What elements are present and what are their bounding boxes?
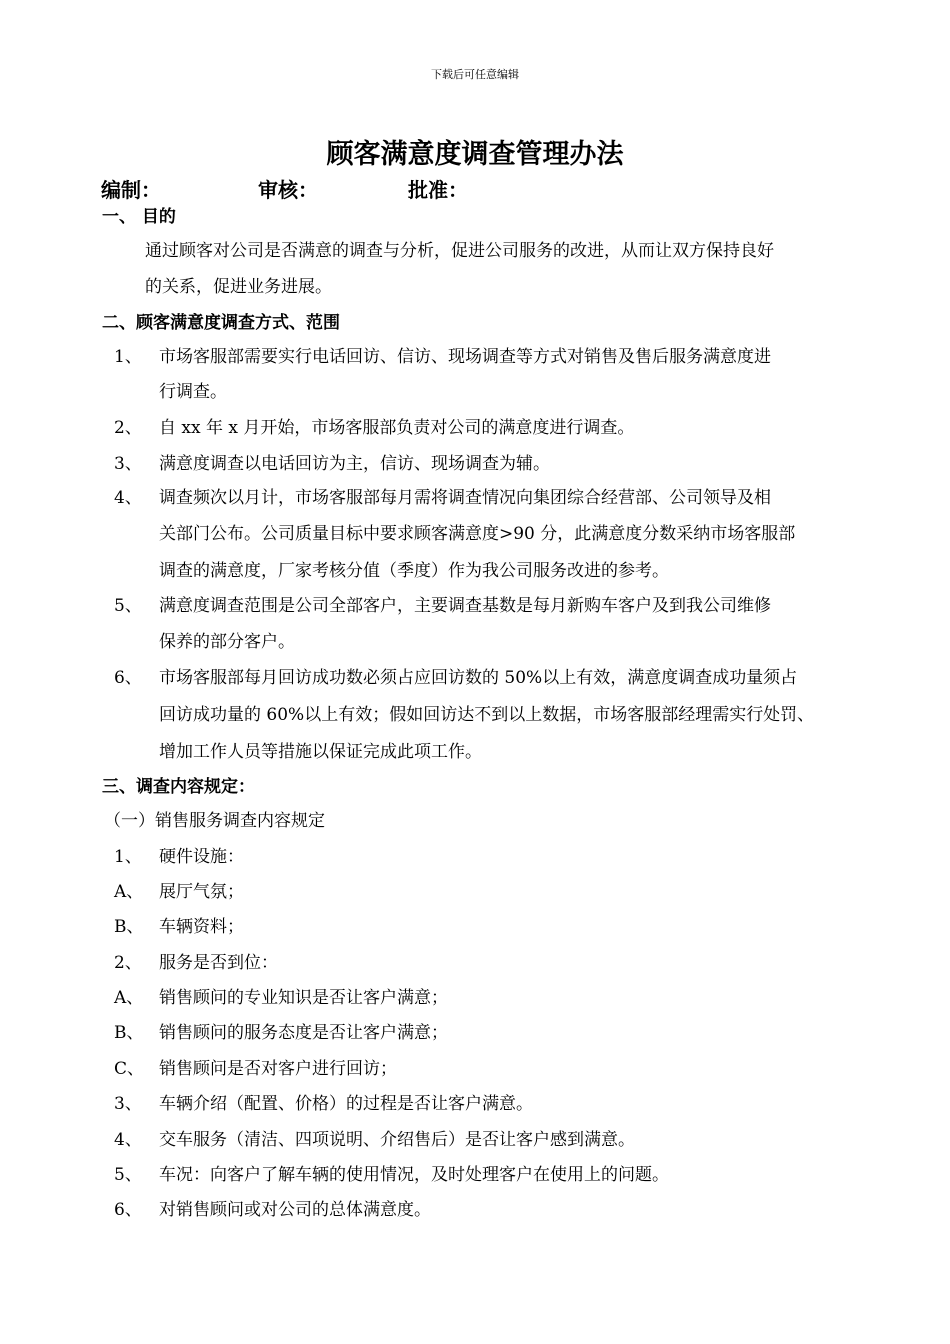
- list-item-text: 销售顾问的服务态度是否让客户满意；: [159, 1023, 448, 1043]
- list-number: 4、: [114, 1130, 142, 1150]
- document-title: 顾客满意度调查管理办法: [326, 139, 624, 170]
- list-item-line: 关部门公布。公司质量目标中要求顾客满意度>90 分，此满意度分数采纳市场客服部: [159, 524, 796, 544]
- list-number: 3、: [114, 1094, 142, 1114]
- paragraph-line: 通过顾客对公司是否满意的调查与分析，促进公司服务的改进，从而让双方保持良好: [145, 241, 774, 261]
- list-item-line: 保养的部分客户。: [159, 632, 295, 652]
- list-item-line: 市场客服部需要实行电话回访、信访、现场调查等方式对销售及售后服务满意度进: [159, 347, 771, 367]
- list-number: 1、: [114, 847, 142, 867]
- list-number: C、: [114, 1059, 145, 1079]
- list-item-text: 车辆介绍（配置、价格）的过程是否让客户满意。: [159, 1094, 533, 1114]
- list-item-text: 销售顾问的专业知识是否让客户满意；: [159, 988, 448, 1008]
- section-heading: 三、调查内容规定：: [102, 777, 255, 797]
- review-label: 审核：: [258, 178, 318, 202]
- list-item-line: 行调查。: [159, 382, 227, 402]
- paragraph-line: 的关系，促进业务进展。: [145, 277, 332, 297]
- list-item-text: 车况：向客户了解车辆的使用情况，及时处理客户在使用上的问题。: [159, 1165, 669, 1185]
- list-item-line: 调查频次以月计，市场客服部每月需将调查情况向集团综合经营部、公司领导及相: [159, 488, 771, 508]
- list-item-text: 服务是否到位：: [159, 953, 278, 973]
- section-heading: 二、顾客满意度调查方式、范围: [102, 313, 340, 333]
- header-note: 下载后可任意编辑: [431, 68, 519, 81]
- sub-heading: （一）销售服务调查内容规定: [104, 811, 325, 831]
- list-number: 4、: [114, 488, 142, 508]
- compile-label: 编制：: [101, 178, 161, 202]
- list-number: 1、: [114, 347, 142, 367]
- list-item-line: 满意度调查以电话回访为主，信访、现场调查为辅。: [159, 454, 550, 474]
- approve-label: 批准：: [408, 178, 468, 202]
- list-number: 6、: [114, 1200, 142, 1220]
- list-number: 2、: [114, 418, 142, 438]
- list-item-line: 自 xx 年 x 月开始，市场客服部负责对公司的满意度进行调查。: [159, 418, 635, 438]
- list-number: 5、: [114, 1165, 142, 1185]
- list-number: A、: [114, 882, 144, 902]
- list-item-text: 展厅气氛；: [159, 882, 244, 902]
- list-item-line: 调查的满意度，厂家考核分值（季度）作为我公司服务改进的参考。: [159, 561, 669, 581]
- list-item-text: 销售顾问是否对客户进行回访；: [159, 1059, 397, 1079]
- list-item-text: 对销售顾问或对公司的总体满意度。: [159, 1200, 431, 1220]
- section-heading: 一、 目的: [102, 207, 176, 227]
- list-number: 6、: [114, 668, 142, 688]
- list-item-line: 满意度调查范围是公司全部客户，主要调查基数是每月新购车客户及到我公司维修: [159, 596, 771, 616]
- list-item-text: 硬件设施：: [159, 847, 244, 867]
- list-item-line: 回访成功量的 60%以上有效；假如回访达不到以上数据，市场客服部经理需实行处罚、: [159, 705, 815, 725]
- list-number: B、: [114, 1023, 144, 1043]
- list-number: 5、: [114, 596, 142, 616]
- list-item-text: 交车服务（清洁、四项说明、介绍售后）是否让客户感到满意。: [159, 1130, 635, 1150]
- list-number: A、: [114, 988, 144, 1008]
- list-item-line: 市场客服部每月回访成功数必须占应回访数的 50%以上有效，满意度调查成功量须占: [159, 668, 798, 688]
- list-number: 3、: [114, 454, 142, 474]
- list-item-text: 车辆资料；: [159, 917, 244, 937]
- list-number: 2、: [114, 953, 142, 973]
- list-item-line: 增加工作人员等措施以保证完成此项工作。: [159, 742, 482, 762]
- list-number: B、: [114, 917, 144, 937]
